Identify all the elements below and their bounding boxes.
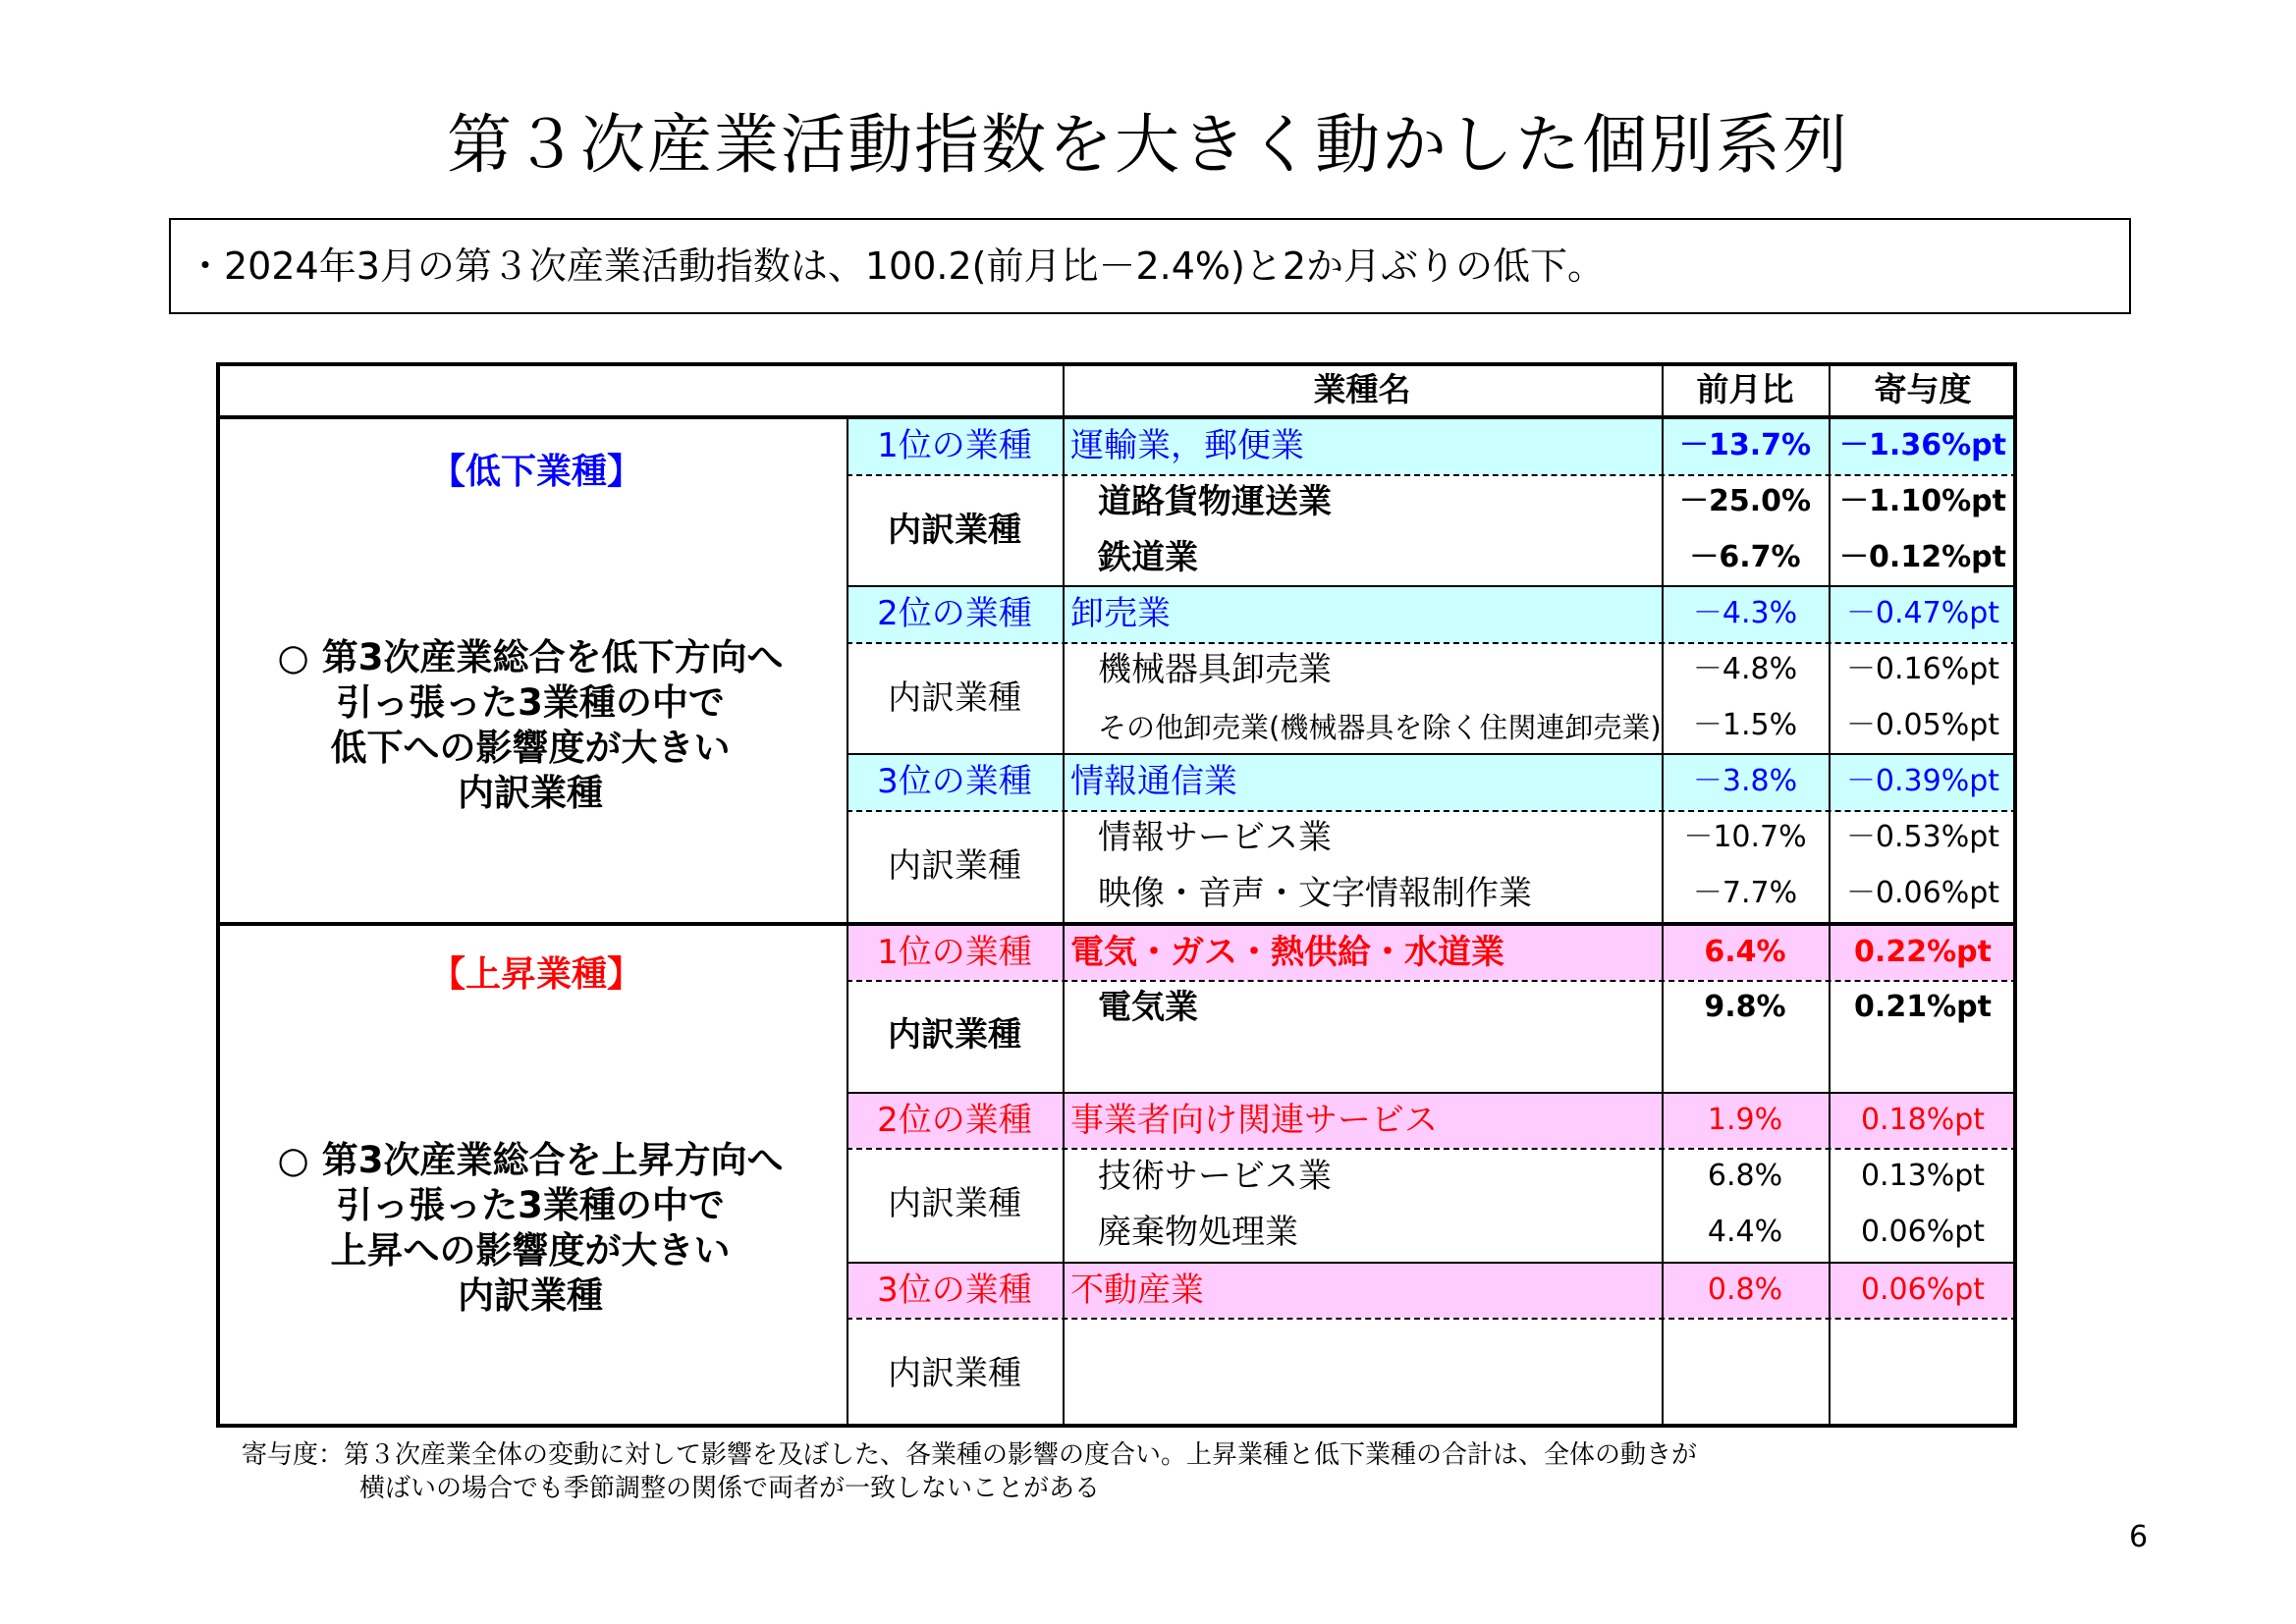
header-contrib: 寄与度	[1874, 370, 1972, 408]
rise-rank3-contrib: 0.06%pt	[1860, 1272, 1986, 1307]
rise-rank2-sub1-mom: 6.8%	[1707, 1159, 1783, 1193]
rise-rank1-sub1-mom: 9.8%	[1704, 990, 1786, 1024]
rise-rank3-label: 3位の業種	[877, 1271, 1032, 1310]
decline-rank2-sub1-mom: －4.8%	[1692, 652, 1798, 686]
footnote	[242, 1438, 1697, 1505]
decline-rank3-name: 情報通信業	[1070, 762, 1237, 801]
rise-rank2-sub2-contrib: 0.06%pt	[1860, 1215, 1986, 1249]
page-number: 6	[2129, 1520, 2149, 1554]
decline-rank2-name: 卸売業	[1070, 594, 1171, 633]
footnote-line: 横ばいの場合でも季節調整の関係で両者が一致しないことがある	[359, 1474, 1101, 1503]
decline-rank3-sub2-contrib: －0.06%pt	[1845, 876, 2000, 910]
decline-description	[216, 635, 845, 816]
decline-rank2-mom: －4.3%	[1692, 596, 1798, 630]
decline-rank2-sub1-name: 機械器具卸売業	[1098, 650, 1332, 689]
decline-rank3-sub1-mom: －10.7%	[1683, 820, 1807, 854]
decline-rank2-label: 2位の業種	[877, 594, 1032, 633]
desc-line: 引っ張った3業種の中で	[336, 681, 725, 724]
rise-rank3-mom: 0.8%	[1707, 1272, 1783, 1307]
rise-rank1-sub1-name: 電気業	[1098, 988, 1198, 1027]
summary-text: ・2024年3月の第３次産業活動指数は、100.2(前月比－2.4%)と2か月ぶりの低下。	[187, 244, 1606, 288]
rise-rank2-sub1-name: 技術サービス業	[1098, 1157, 1332, 1196]
decline-rank3-mom: －3.8%	[1692, 764, 1798, 798]
decline-rank1-sub1-mom: －25.0%	[1678, 484, 1812, 518]
rise-rank2-sub2-name: 廃棄物処理業	[1098, 1213, 1298, 1252]
decline-rank3-sub2-name: 映像・音声・文字情報制作業	[1098, 874, 1532, 913]
rise-rank2-sub-label: 内訳業種	[888, 1184, 1021, 1223]
rise-rank2-label: 2位の業種	[877, 1101, 1032, 1140]
rise-rank1-contrib: 0.22%pt	[1854, 935, 1992, 969]
decline-rank1-mom: －13.7%	[1678, 428, 1812, 462]
decline-rank2-sub2-name: その他卸売業(機械器具を除く住関連卸売業)	[1098, 711, 1662, 744]
rise-rank2-mom: 1.9%	[1707, 1103, 1783, 1137]
rise-section-label: 【上昇業種】	[430, 954, 643, 995]
page-title: 第３次産業活動指数を大きく動かした個別系列	[447, 107, 1849, 183]
decline-rank3-contrib: －0.39%pt	[1845, 764, 2000, 798]
decline-rank3-sub1-name: 情報サービス業	[1098, 818, 1332, 857]
rise-rank1-name: 電気・ガス・熱供給・水道業	[1070, 933, 1504, 972]
desc-line: 内訳業種	[458, 1274, 603, 1317]
industry-table	[216, 362, 2017, 1428]
decline-rank2-contrib: －0.47%pt	[1845, 596, 2000, 630]
decline-section-label: 【低下業種】	[430, 452, 643, 492]
rise-rank3-name: 不動産業	[1070, 1271, 1204, 1310]
rise-rank1-mom: 6.4%	[1704, 935, 1786, 969]
summary-box	[169, 218, 2131, 314]
decline-rank2-sub1-contrib: －0.16%pt	[1845, 652, 2000, 686]
rise-rank2-sub2-mom: 4.4%	[1707, 1215, 1783, 1249]
footnote-line: 寄与度：第３次産業全体の変動に対して影響を及ぼした、各業種の影響の度合い。上昇業種と低下業種の合計は、全体の動きが	[242, 1440, 1698, 1470]
rise-rank1-sub1-contrib: 0.21%pt	[1854, 990, 1992, 1024]
rise-rank2-contrib: 0.18%pt	[1860, 1103, 1986, 1137]
header-industry-name: 業種名	[1313, 370, 1411, 408]
rise-rank2-sub1-contrib: 0.13%pt	[1860, 1159, 1986, 1193]
rise-rank2-name: 事業者向け関連サービス	[1070, 1101, 1438, 1140]
desc-line: 内訳業種	[458, 772, 603, 814]
decline-rank3-sub-label: 内訳業種	[888, 846, 1021, 886]
decline-rank1-sub1-contrib: －1.10%pt	[1839, 484, 2006, 518]
desc-line: ○ 第3次産業総合を上昇方向へ	[277, 1139, 784, 1181]
decline-rank3-sub2-mom: －7.7%	[1692, 876, 1798, 910]
header-mom: 前月比	[1696, 370, 1794, 408]
desc-line: ○ 第3次産業総合を低下方向へ	[277, 636, 784, 678]
desc-line: 引っ張った3業種の中で	[336, 1184, 725, 1226]
decline-rank1-sub-label: 内訳業種	[888, 511, 1021, 550]
decline-rank2-sub2-contrib: －0.05%pt	[1845, 708, 2000, 742]
desc-line: 上昇への影響度が大きい	[330, 1229, 731, 1272]
decline-rank1-label: 1位の業種	[877, 426, 1032, 465]
decline-rank2-sub2-mom: －1.5%	[1692, 708, 1798, 742]
decline-rank1-sub1-name: 道路貨物運送業	[1098, 482, 1332, 521]
decline-rank1-sub2-name: 鉄道業	[1098, 538, 1198, 577]
decline-rank1-name: 運輸業，郵便業	[1070, 426, 1304, 465]
desc-line: 低下への影響度が大きい	[330, 727, 731, 769]
decline-rank3-sub1-contrib: －0.53%pt	[1845, 820, 2000, 854]
decline-rank1-sub2-mom: －6.7%	[1689, 540, 1801, 574]
rise-rank3-sub-label: 内訳業種	[888, 1354, 1021, 1393]
decline-rank2-sub-label: 内訳業種	[888, 678, 1021, 718]
decline-rank1-contrib: －1.36%pt	[1839, 428, 2006, 462]
rise-rank1-label: 1位の業種	[877, 933, 1032, 972]
rise-rank1-sub-label: 内訳業種	[888, 1015, 1021, 1055]
decline-rank1-sub2-contrib: －0.12%pt	[1839, 540, 2006, 574]
rise-description	[216, 1138, 845, 1319]
decline-rank3-label: 3位の業種	[877, 762, 1032, 801]
